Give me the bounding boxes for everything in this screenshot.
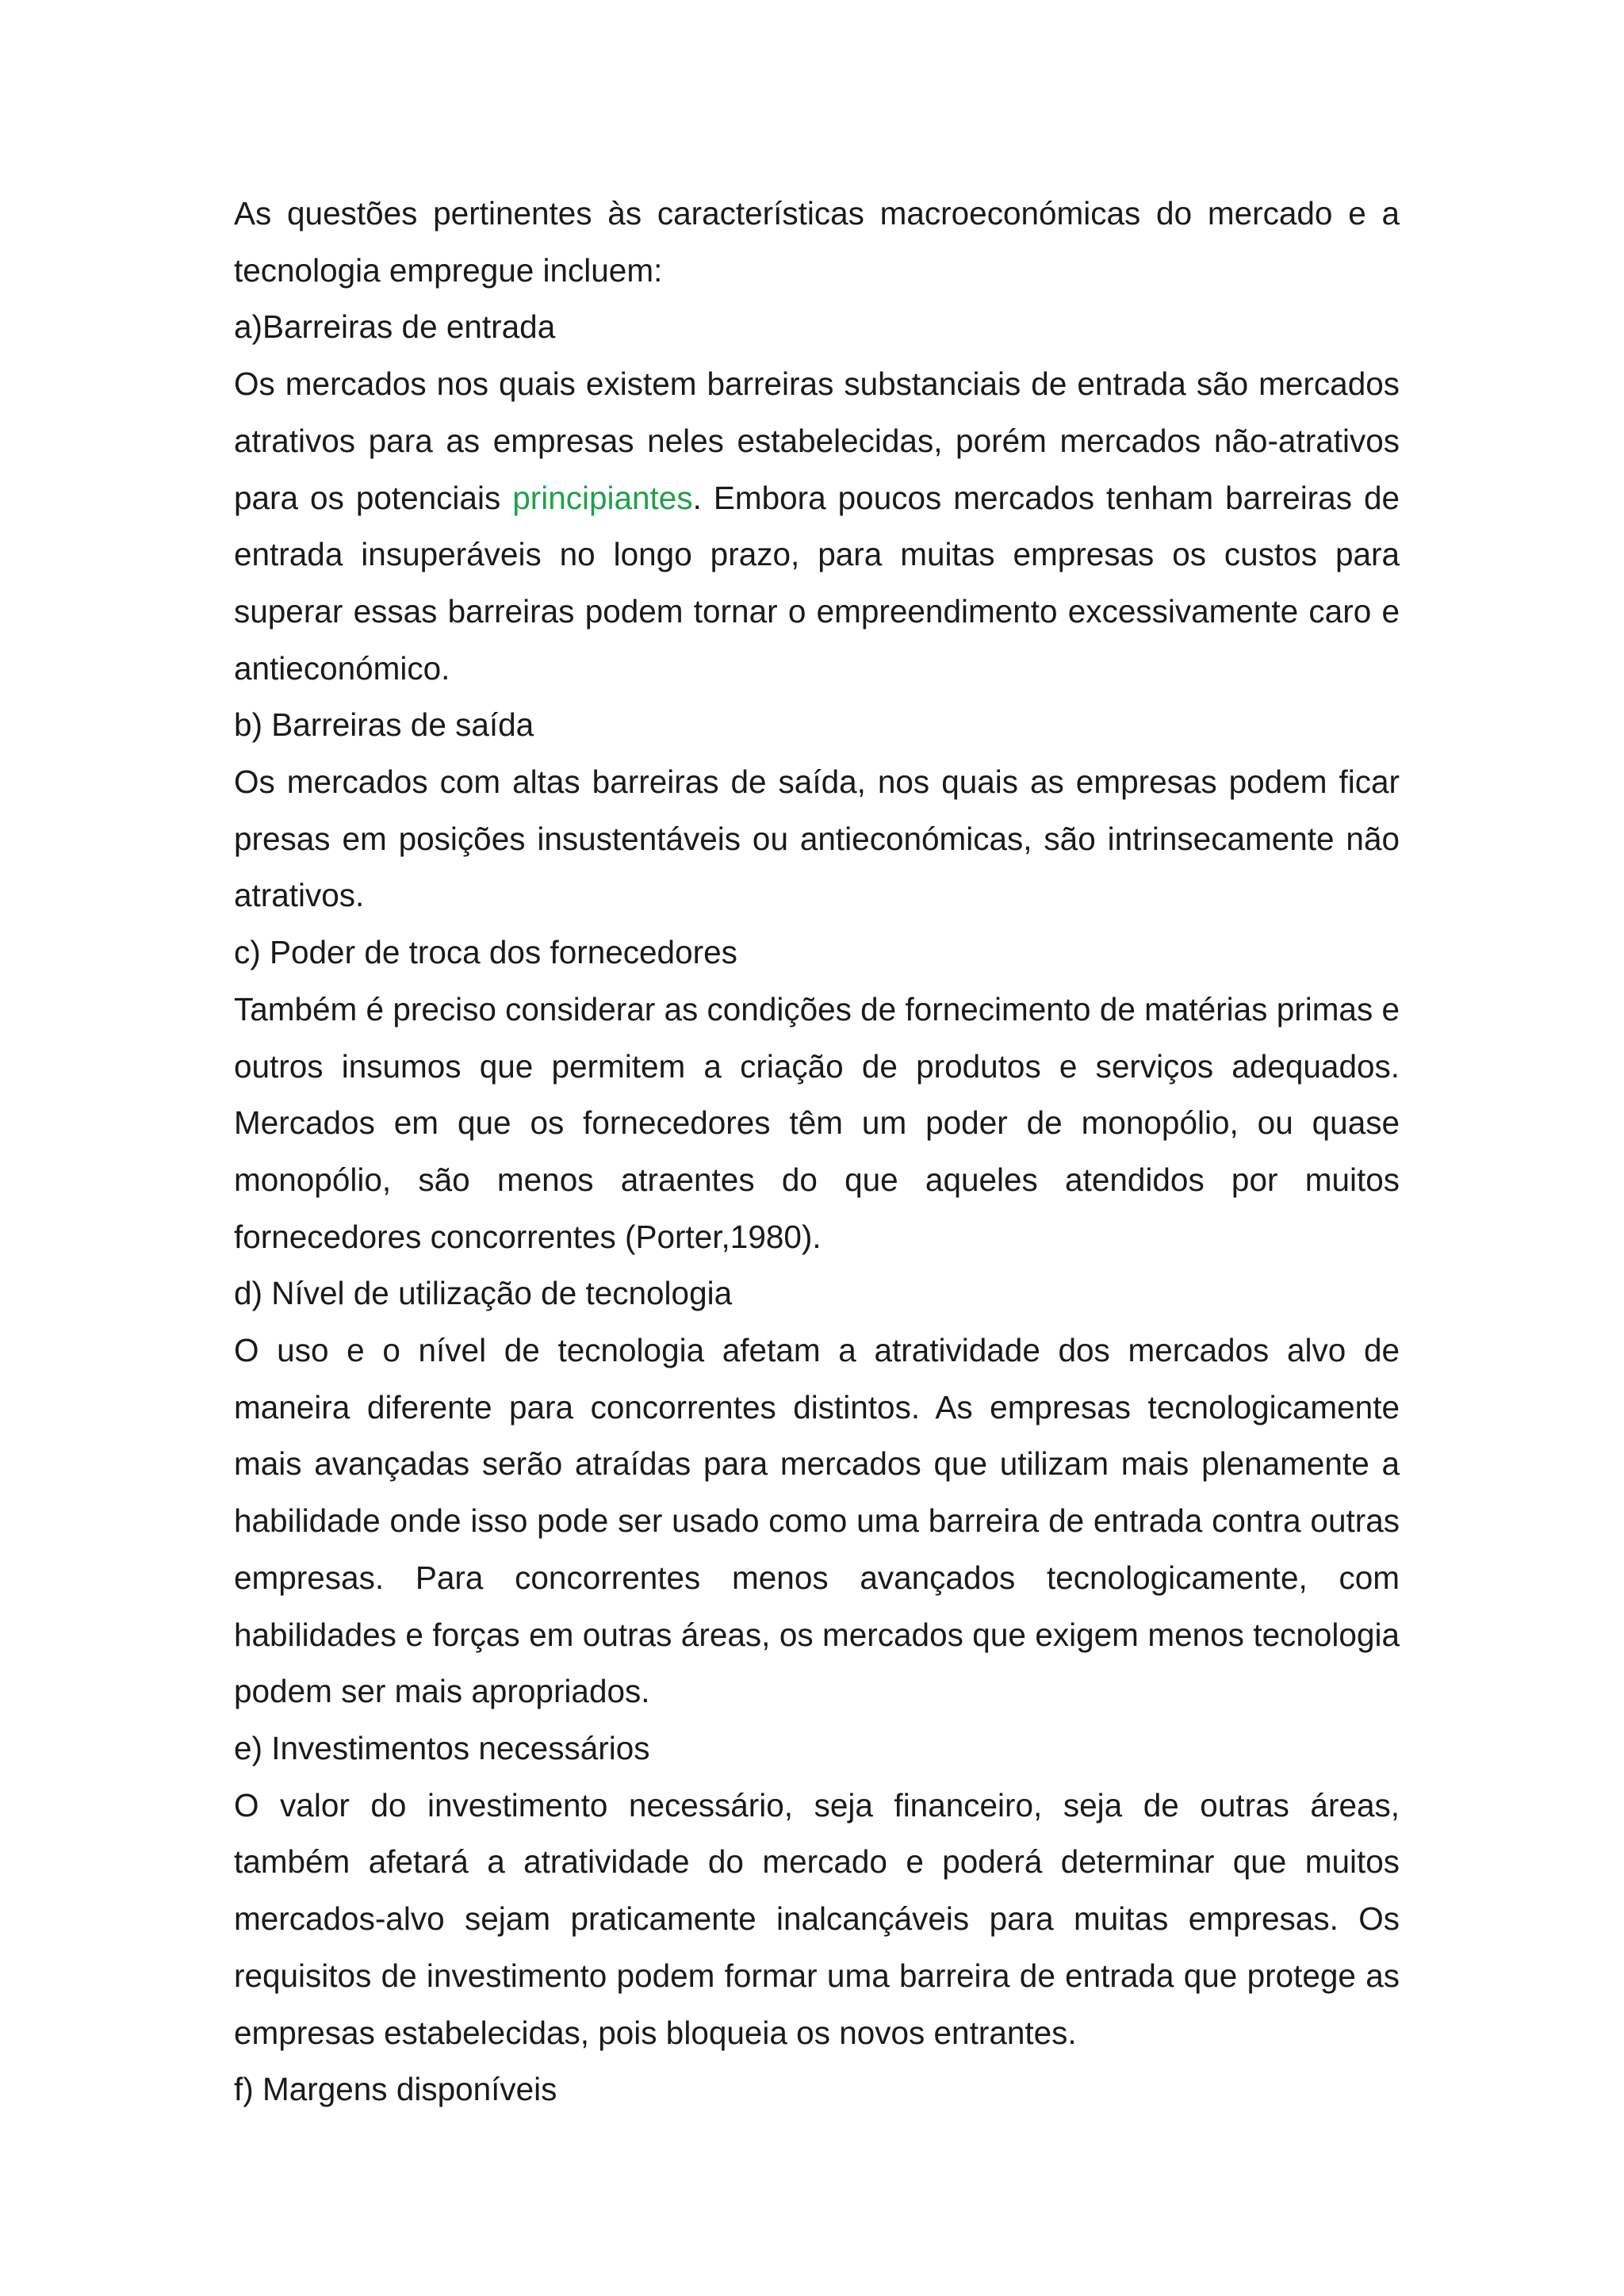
intro-paragraph: As questões pertinentes às características macroeconómicas do mercado e a tecnologia empregue incluem: bbox=[234, 195, 1400, 289]
document-page bbox=[234, 186, 1400, 2118]
section-text-a-before: Os mercados nos quais existem barreiras substanciais de entrada são mercados atrativos para as empresas neles estabelecidas, porém mercados não-atrativos para os potenciais bbox=[234, 365, 1400, 516]
section-paragraph-e: O valor do investimento necessário, seja financeiro, seja de outras áreas, também afetará a atratividade do mercado e poderá determinar que muitos mercados-alvo sejam praticamente inalcançáveis para muitas empresas. Os requisitos de investimento podem formar uma barreira de entrada que protege as empresas estabelecidas, pois bloqueia os novos entrantes. bbox=[234, 1786, 1400, 2051]
section-paragraph-d: O uso e o nível de tecnologia afetam a atratividade dos mercados alvo de maneira diferente para concorrentes distintos. As empresas tecnologicamente mais avançadas serão atraídas para mercados que utilizam mais plenamente a habilidade onde isso pode ser usado como uma barreira de entrada contra outras empresas. Para concorrentes menos avançados tecnologicamente, com habilidades e forças em outras áreas, os mercados que exigem menos tecnologia podem ser mais apropriados. bbox=[234, 1332, 1400, 1710]
section-heading-d: d) Nível de utilização de tecnologia bbox=[234, 1275, 733, 1312]
section-heading-f: f) Margens disponíveis bbox=[234, 2071, 557, 2108]
section-heading-e: e) Investimentos necessários bbox=[234, 1729, 650, 1766]
section-heading-b: b) Barreiras de saída bbox=[234, 706, 534, 744]
highlighted-term: principiantes bbox=[512, 479, 693, 516]
section-paragraph-b: Os mercados com altas barreiras de saída, nos quais as empresas podem ficar presas em posições insustentáveis ou antieconómicas, são intrinsecamente não atrativos. bbox=[234, 763, 1400, 914]
section-heading-a: a)Barreiras de entrada bbox=[234, 308, 556, 346]
section-paragraph-a bbox=[234, 356, 1400, 697]
section-paragraph-c: Também é preciso considerar as condições de fornecimento de matérias primas e outros insumos que permitem a criação de produtos e serviços adequados. Mercados em que os fornecedores têm um poder de monopólio, ou quase monopólio, são menos atraentes do que aqueles atendidos por muitos fornecedores concorrentes (Porter,1980). bbox=[234, 990, 1400, 1255]
section-heading-c: c) Poder de troca dos fornecedores bbox=[234, 934, 737, 971]
section-text-a-after: . Embora poucos mercados tenham barreiras de entrada insuperáveis no longo prazo, para muitas empresas os custos para superar essas barreiras podem tornar o empreendimento excessivamente caro e antieconómico. bbox=[234, 479, 1400, 687]
